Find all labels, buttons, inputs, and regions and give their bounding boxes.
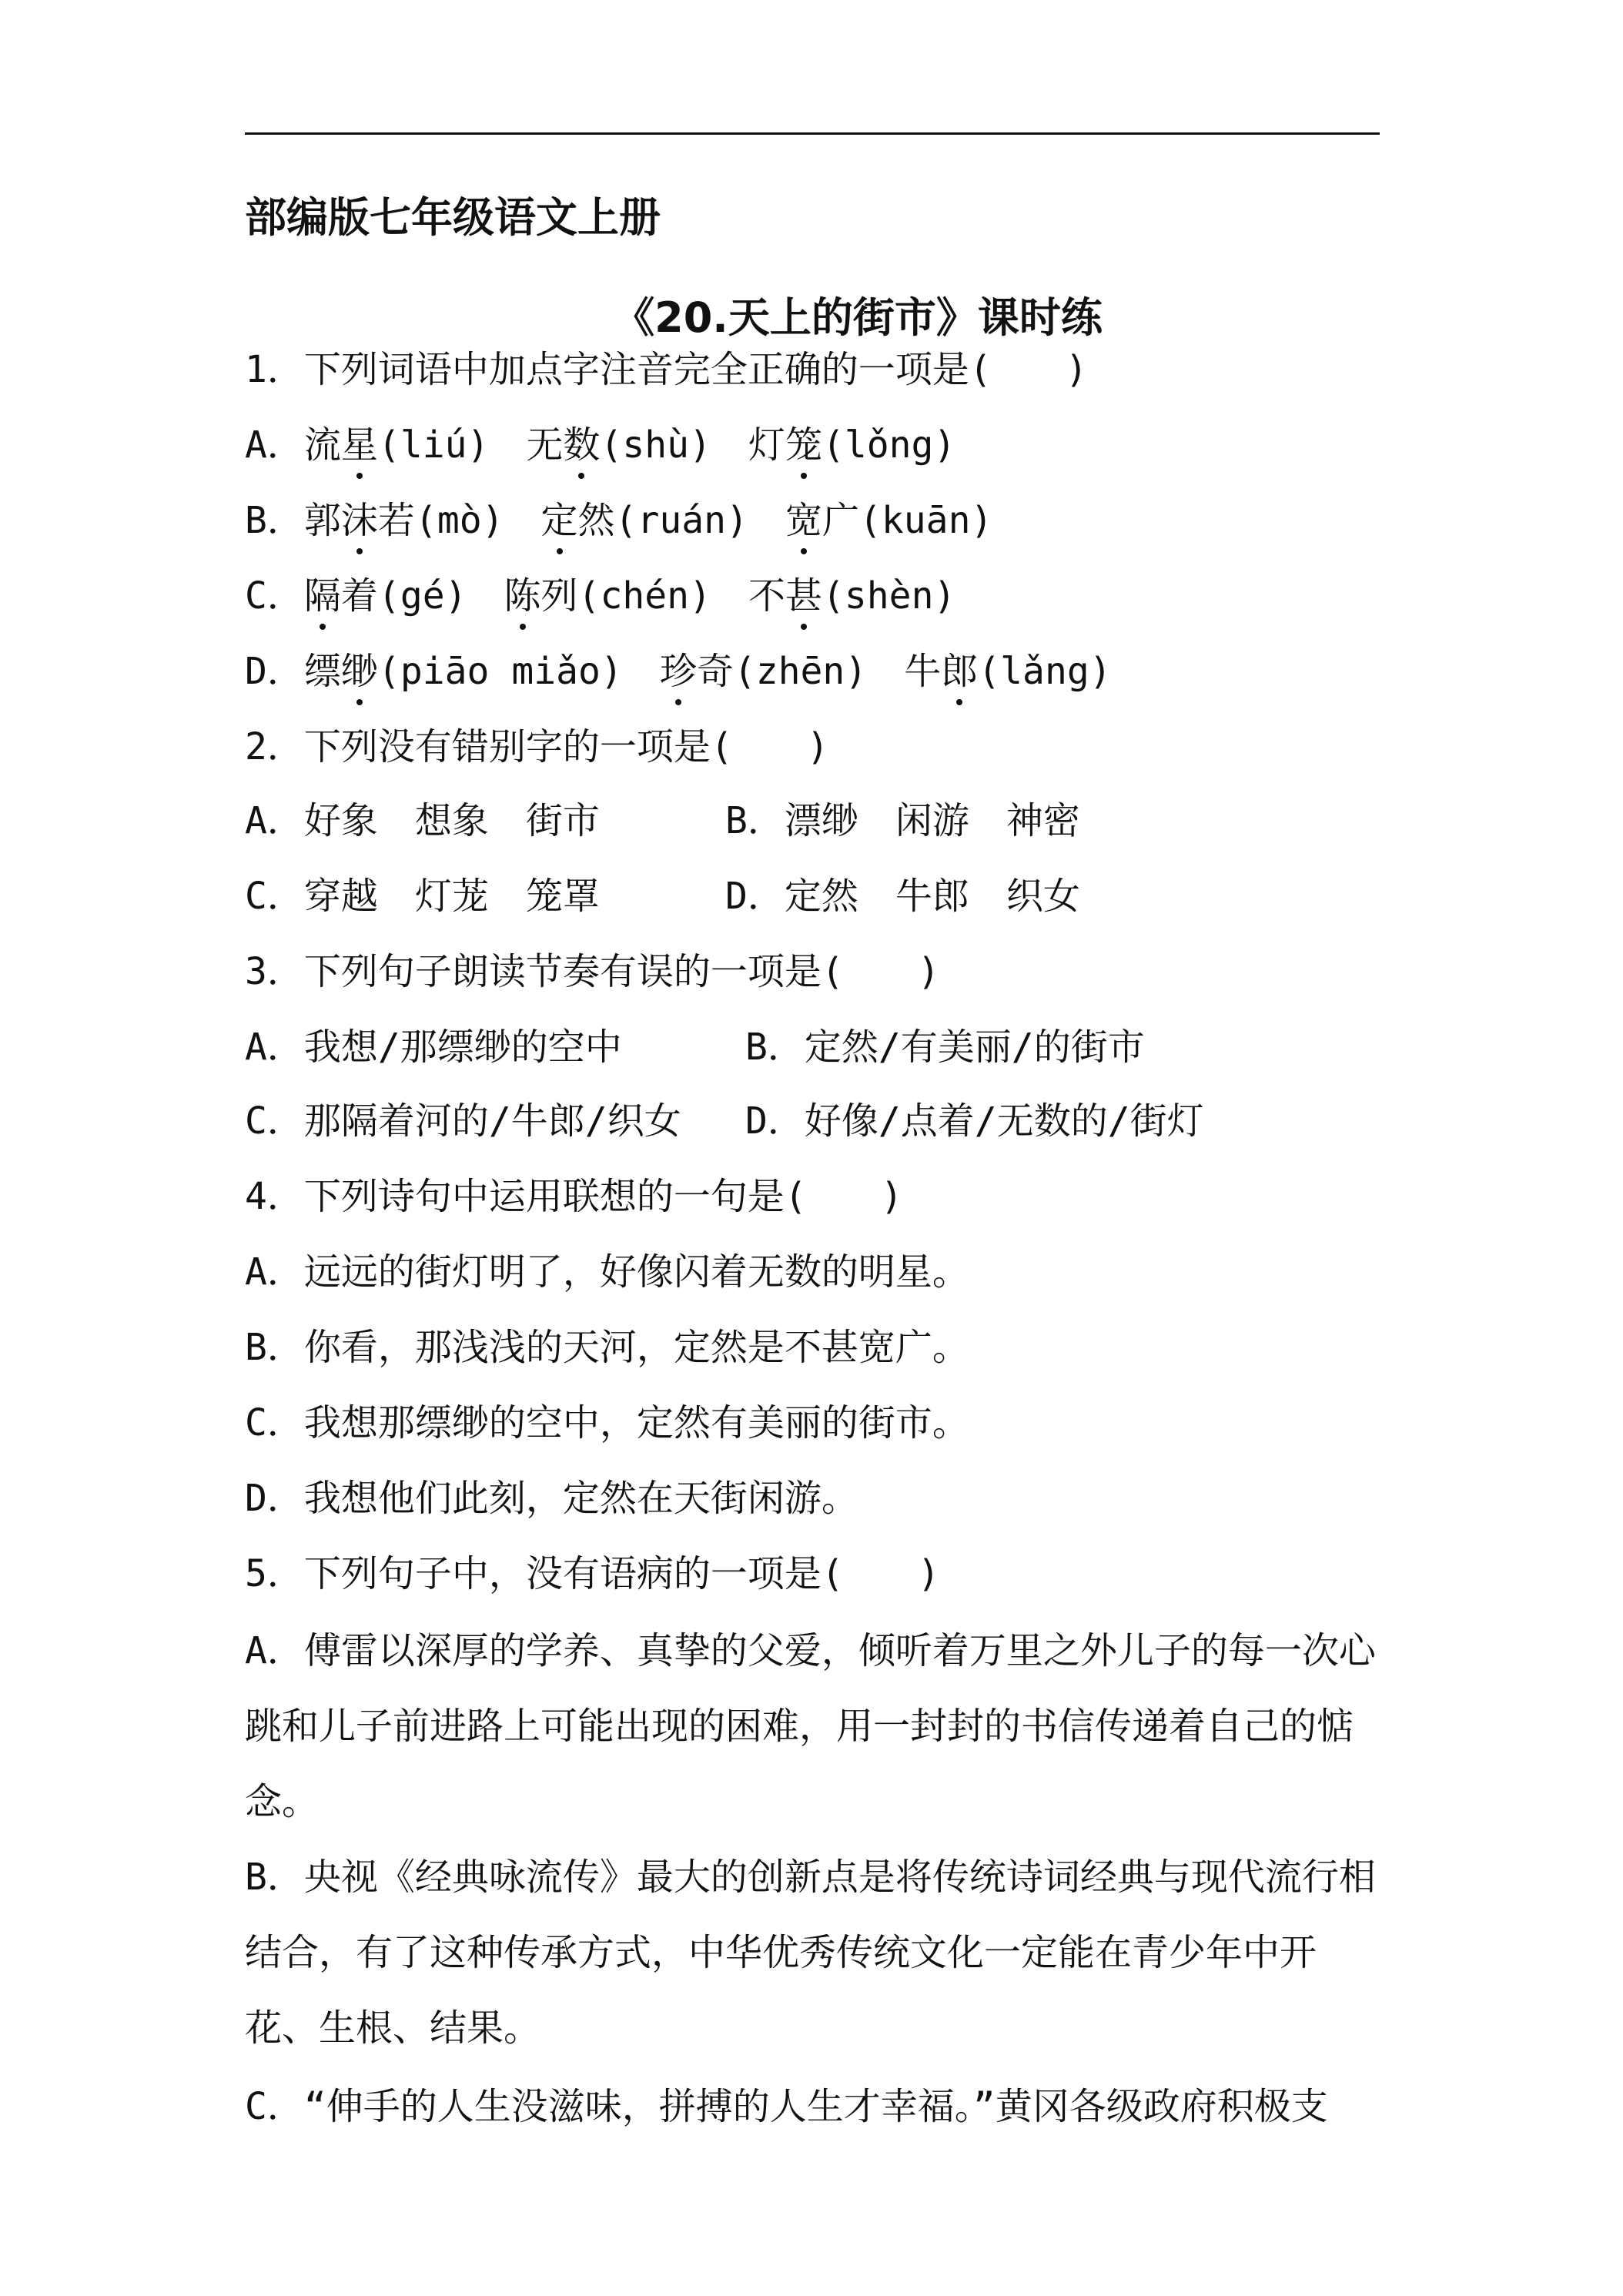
q4-option-a: A．远远的街灯明了，好像闪着无数的明星。: [245, 1250, 969, 1294]
q2-option-d: D．定然 牛郎 织女: [725, 875, 1080, 918]
q3-option-a: A．我想/那缥缈的空中: [245, 1026, 622, 1069]
q3-option-b: B．定然/有美丽/的街市: [745, 1026, 1145, 1069]
q4-option-c: C．我想那缥缈的空中，定然有美丽的街市。: [245, 1401, 969, 1444]
q1-option-d: D．缥缈(piāo miǎo) 珍奇(zhēn) 牛郎(lǎng): [245, 647, 1112, 696]
q3-option-d: D．好像/点着/无数的/街灯: [745, 1099, 1204, 1143]
q5-option-c: C．“伸手的人生没滋味，拼搏的人生才幸福。”黄冈各级政府积极支: [245, 2085, 1328, 2128]
q4-option-d: D．我想他们此刻，定然在天街闲游。: [245, 1477, 858, 1520]
q2-stem: 2．下列没有错别字的一项是( ): [245, 725, 829, 768]
q4-stem: 4．下列诗句中运用联想的一句是( ): [245, 1175, 903, 1218]
q1-option-a: A．流星(liú) 无数(shù) 灯笼(lǒng): [245, 420, 955, 470]
q5-option-b: B．央视《经典咏流传》最大的创新点是将传统诗词经典与现代流行相结合，有了这种传承方式，中华优秀传统文化一定能在青少年中开花、生根、结果。: [245, 1856, 1376, 2050]
page-title: 《20.天上的街市》课时练: [613, 293, 1103, 342]
q4-option-b: B．你看，那浅浅的天河，定然是不甚宽广。: [245, 1326, 969, 1369]
series-title: 部编版七年级语文上册: [245, 193, 661, 242]
q2-option-a: A．好象 想象 街市: [245, 799, 600, 842]
q1-stem: 1．下列词语中加点字注音完全正确的一项是( ): [245, 348, 1088, 391]
header-rule: [245, 132, 1380, 135]
q2-option-c: C．穿越 灯茏 笼罩: [245, 875, 600, 918]
q3-stem: 3．下列句子朗读节奏有误的一项是( ): [245, 950, 940, 993]
q5-stem: 5．下列句子中，没有语病的一项是( ): [245, 1552, 940, 1595]
q5-option-a: A．傅雷以深厚的学养、真挚的父爱，倾听着万里之外儿子的每一次心跳和儿子前进路上可能出现的困难，用一封封的书信传递着自己的惦念。: [245, 1629, 1376, 1823]
q2-option-b: B．漂缈 闲游 神密: [725, 799, 1080, 842]
q1-option-c: C．隔着(gé) 陈列(chén) 不甚(shèn): [245, 571, 955, 621]
q1-option-b: B．郭沫若(mò) 定然(ruán) 宽广(kuān): [245, 496, 992, 545]
q3-option-c: C．那隔着河的/牛郎/织女: [245, 1099, 681, 1143]
